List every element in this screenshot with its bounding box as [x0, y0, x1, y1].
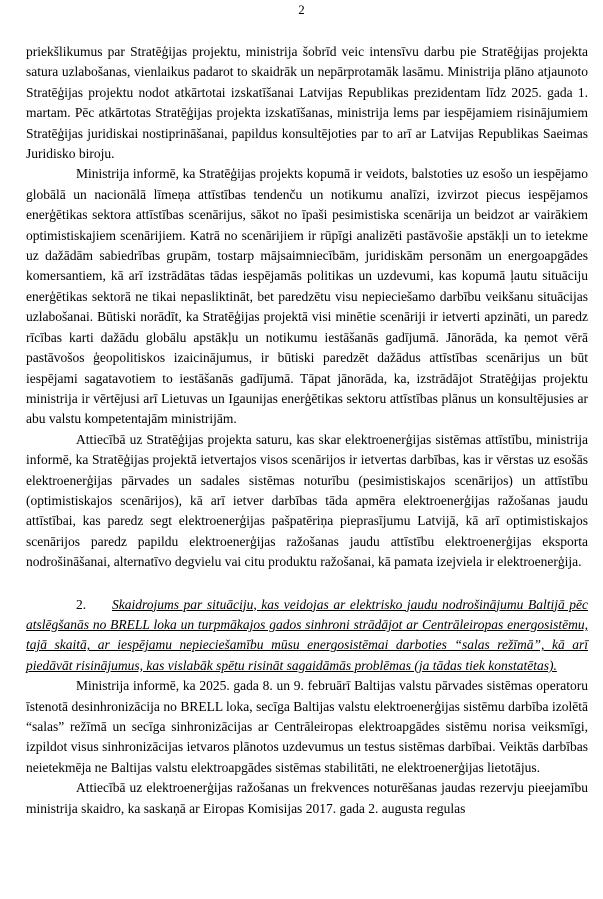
- paragraph-desynchronization: Ministrija informē, ka 2025. gada 8. un 9. februārī Baltijas valstu pārvades sistēmas operatoru īstenotā desinhronizācija no BRELL loka, secīga Baltijas valstu elektroenerģijas sistēmu darbība izolētā “salas” režīmā un secīga sinhronizācijas ar Centrāleiropas elektroapgādes sistēmu norisa veiksmīgi, izpildot visus sinhronizācijas ietvaros plānotos uzdevumus un testus sistēmas darbībai. Veiktās darbības neietekmēja ne Baltijas valstu elektroapgādes sistēmas stabilitāti, ne elektroenerģijas lietotājus.: [26, 678, 588, 775]
- section-number: 2.: [76, 596, 87, 612]
- page-number: 2: [298, 2, 305, 17]
- paragraph-electricity-system: Attiecībā uz Stratēģijas projekta saturu, kas skar elektroenerģijas sistēmas attīstību, ministrija informē, ka Stratēģijas projektā ietvertajos visos scenārijos ir ietvertas darbības, kas ir vērstas uz esošās elektroenerģijas pārvades un sadales sistēmas noturību (pesimistiskajos scenārijos) un attīstību (optimistiskajos scenārijos), kā arī ietver darbības tāda apmēra elektroenerģijas ražošanas jaudu attīstībai, kas paredz segt elektroenerģijas pašpatēriņa pieprasījumu Latvijā, kā arī optimistiskajos scenārijos paredz papildu elektroenerģijas ražošanas jaudu attīstību elektroenerģijas eksporta nodrošināšanai, alternatīvo degvielu vai citu produktu ražošanai, kā pamata izejviela ir elektroenerģija.: [26, 431, 588, 570]
- paragraph-scenarios: Ministrija informē, ka Stratēģijas projekts kopumā ir veidots, balstoties uz esošo un iespējamo globālā un nacionālā līmeņa attīstības tendenču un notikumu analīzi, izvirzot piecus iespējamos enerģētikas sektora attīstības scenārijus, sākot no īpaši pesimistiska scenārija un beidzot ar vairākiem optimistiskajiem scenārijiem. Katrā no scenārijiem ir rūpīgi analizēti pastāvošie apstākļi un to ietekme uz dažādām sabiedrības grupām, tostarp mājsaimniecībām, juridiskām personām un energoapgādes komersantiem, kā arī izstrādātas tādas iespējamās politikas un uzdevumi, kas kopumā ļautu situāciju enerģētikas sektorā ne tikai nepasliktināt, bet paredzētu visu nepieciešamo darbību veikšanu situācijas uzlabošanai. Būtiski norādīt, ka Stratēģijas projektā visi minētie scenāriji ir ietverti apzināti, un paredz rīcības karti dažādu globālu apstākļu un notikumu iestāšanās gadījumā. Jānorāda, ka ņemot vērā pastāvošos ģeopolitiskos izaicinājumus, ir būtiski paredzēt dažādus attīstības scenārijus un būt iespējami sagatavotiem to iestāšanās gadījumā. Tāpat jānorāda, ka, izstrādājot Stratēģijas projektu ministrija ir vērtējusi arī Lietuvas un Igaunijas enerģētikas sektoru attīstības plānus un konsultējusies ar abu valstu kompetentajām ministrijām.: [26, 166, 588, 427]
- document-body: [26, 42, 588, 819]
- paragraph-continuation: priekšlikumus par Stratēģijas projektu, ministrija šobrīd veic intensīvu darbu pie Stratēģijas projekta satura uzlabošanas, vienlaikus padarot to skaidrāk un nepārprotamāk lasāmu. Ministrija plāno atjaunoto Stratēģijas projektu nodot atkārtotai izskatīšanai Latvijas Republikas prezidentam līdz 2025. gada 1. martam. Pēc atkārtotas Stratēģijas projekta izskatīšanas, ministrija lems par iespējamiem risinājumiem Stratēģijas juridiskai nostiprināšanai, papildus konsultējoties par to arī ar Latvijas Republikas Saeimas Juridisko biroju.: [26, 44, 588, 162]
- section-title: Skaidrojums par situāciju, kas veidojas ar elektrisko jaudu nodrošinājumu Baltijā pēc atslēgšanās no BRELL loka un turpmākajos gados sinhroni strādājot ar Centrāleiropas energosistēmu, tajā skaitā, ar iespējamu nepieciešamību mūsu energosistēmai darboties “salas režīmā”, kā arī piedāvāt risinājumus, kas vislabāk spētu risināt sagaidāmās problēmas (ja tādas tiek konstatētas).: [26, 596, 588, 673]
- paragraph-reserves: Attiecībā uz elektroenerģijas ražošanas un frekvences noturēšanas jaudas rezervju pieejamību ministrija skaidro, ka saskaņā ar Eiropas Komisijas 2017. gada 2. augusta regulas: [26, 780, 588, 816]
- section-heading: [26, 595, 588, 677]
